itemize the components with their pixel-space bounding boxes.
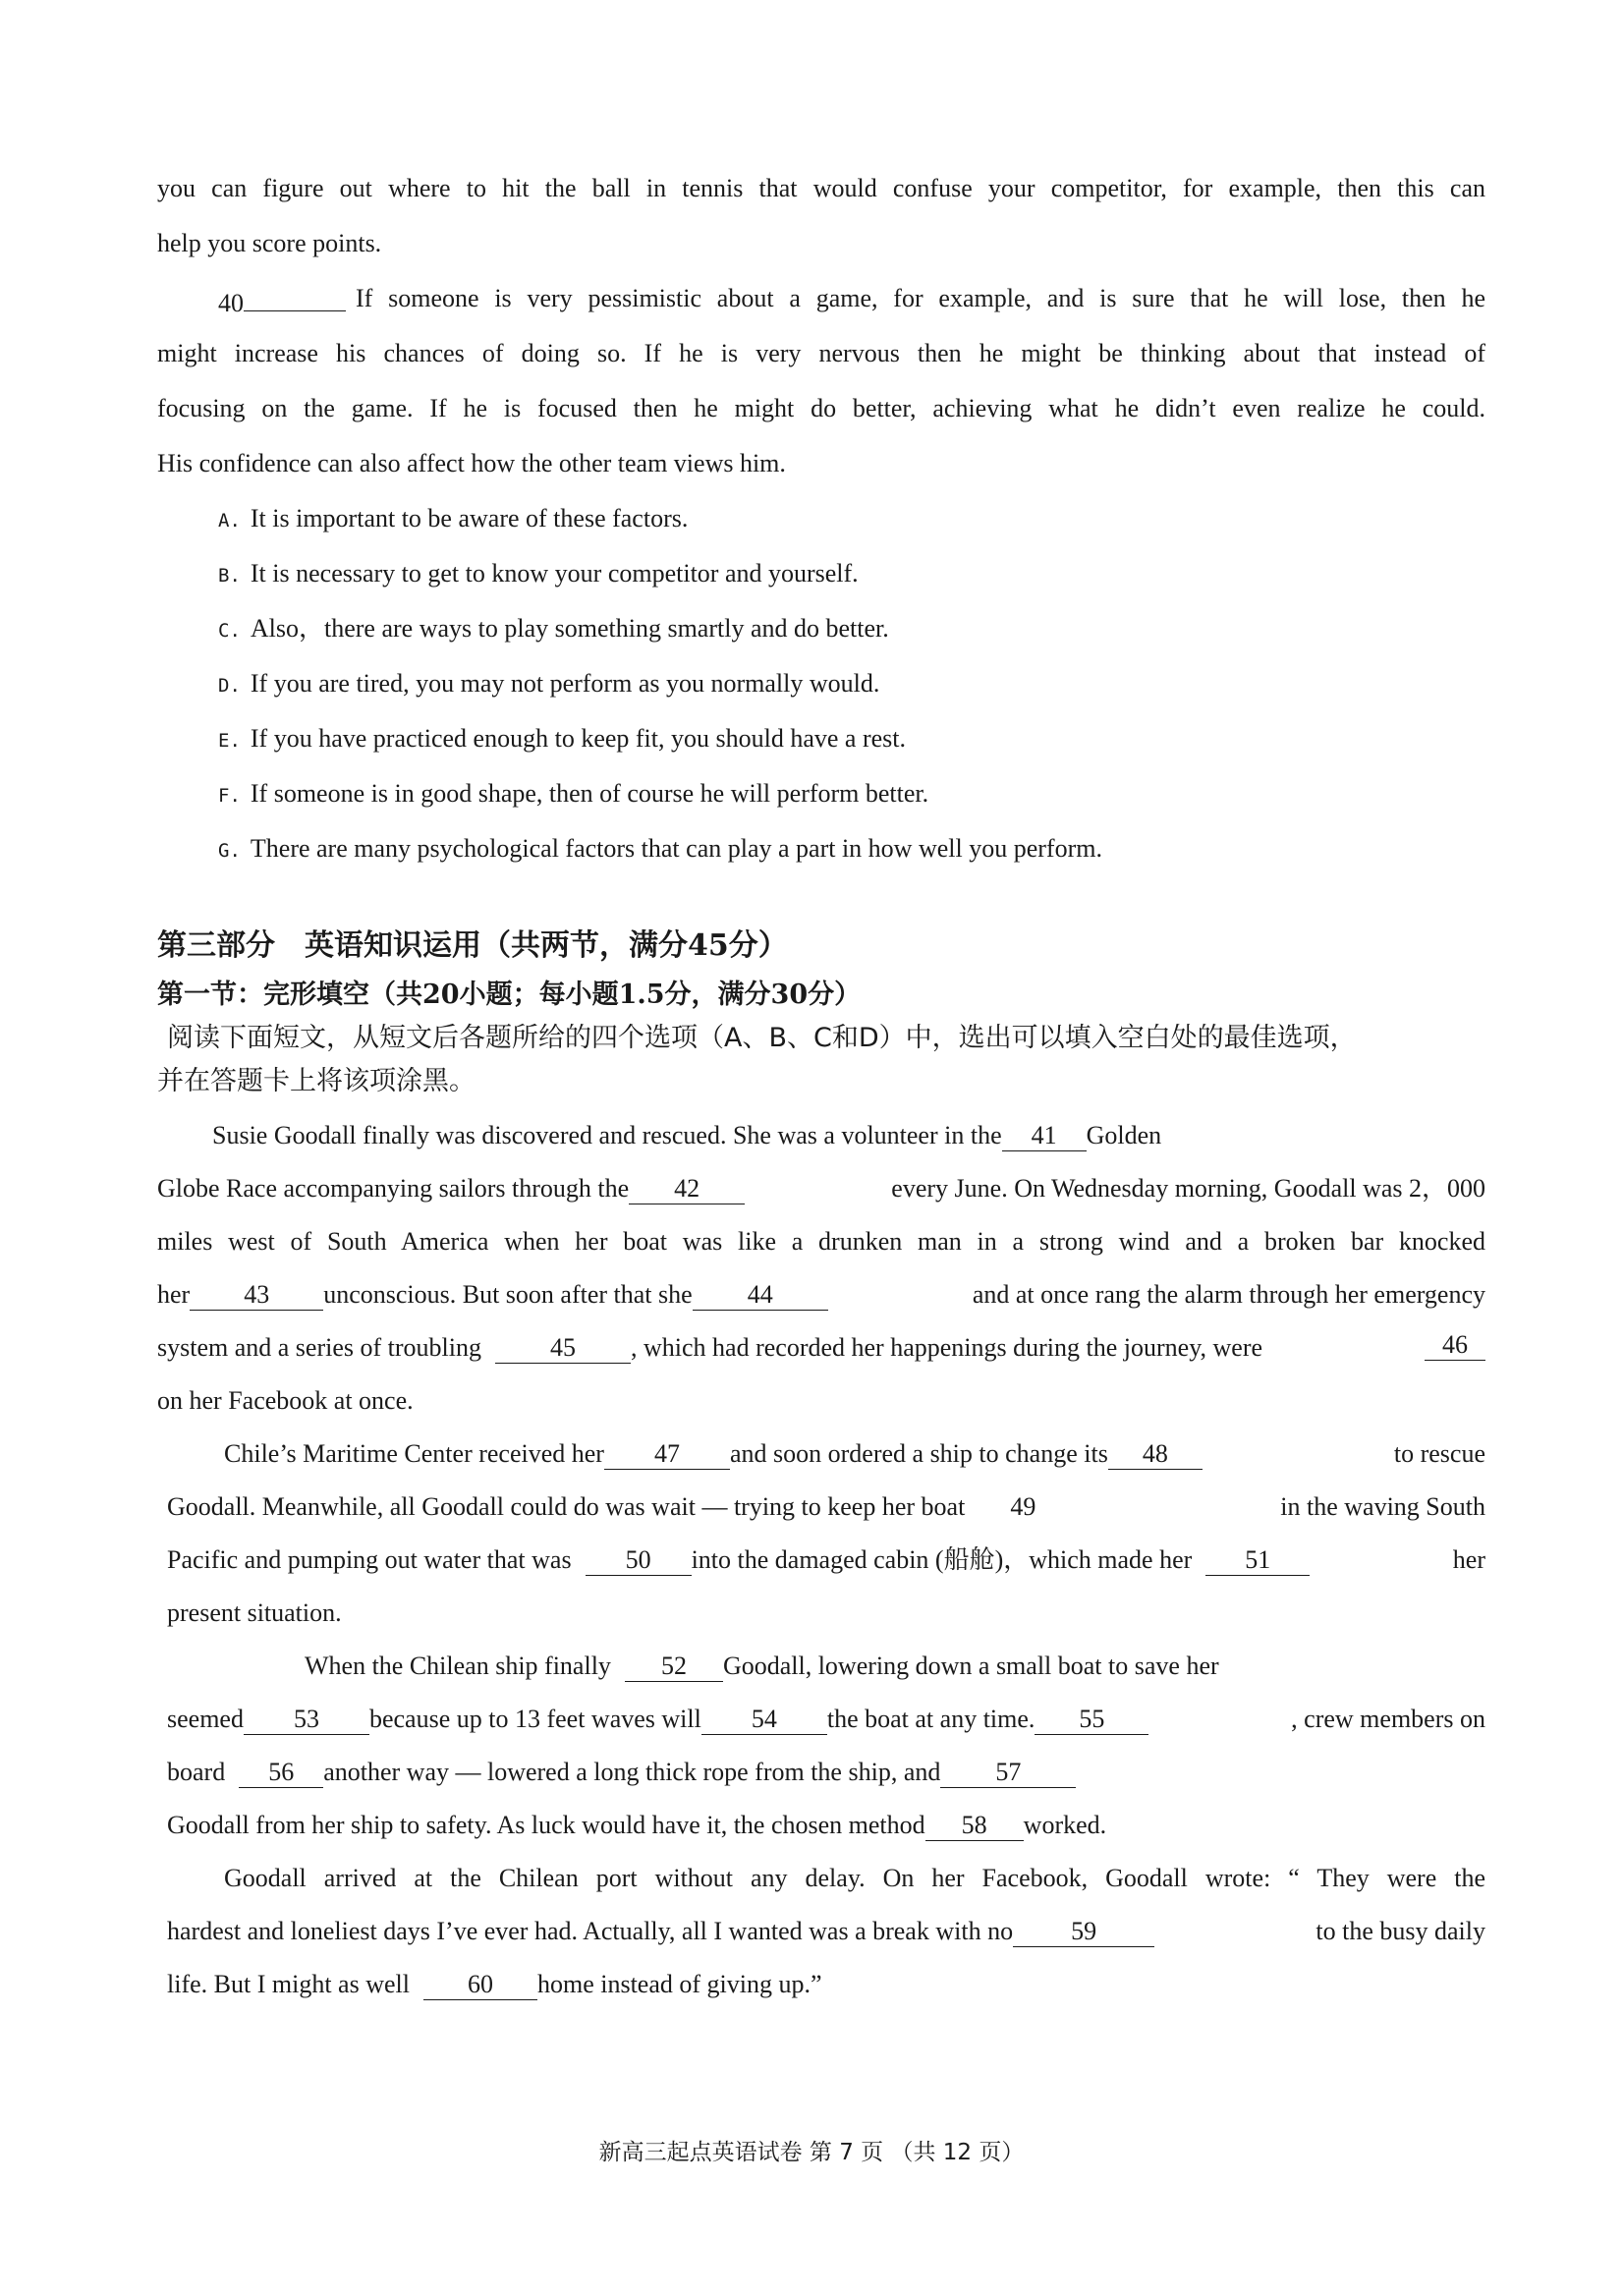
option-letter: F. xyxy=(218,785,241,807)
option-text: If you have practiced enough to keep fit, you should have a rest. xyxy=(250,724,907,753)
blank-56: 56 xyxy=(239,1760,323,1788)
cloze-line xyxy=(167,1544,1485,1576)
cloze-text: to rescue xyxy=(1393,1439,1485,1468)
page-footer: 新高三起点英语试卷 第 7 页 （共 12 页） xyxy=(598,2140,1025,2165)
cloze-text: system and a series of troubling xyxy=(157,1333,481,1362)
option-c xyxy=(218,613,889,646)
option-g xyxy=(218,833,1102,867)
cloze-line xyxy=(305,1651,1219,1682)
cloze-text: Goodall. Meanwhile, all Goodall could do was wait — trying to keep her boat xyxy=(167,1492,966,1521)
cloze-line xyxy=(167,1757,1076,1788)
cloze-text: seemed xyxy=(167,1705,244,1733)
blank-60: 60 xyxy=(423,1972,537,2000)
option-letter: A. xyxy=(218,510,241,532)
cloze-text: When the Chilean ship finally xyxy=(305,1652,611,1680)
option-letter: B. xyxy=(218,565,241,587)
cloze-line xyxy=(167,1704,1485,1735)
blank-49: 49 xyxy=(1010,1492,1036,1521)
cloze-line: on her Facebook at once. xyxy=(157,1386,414,1415)
blank-55: 55 xyxy=(1035,1707,1148,1735)
cloze-line xyxy=(224,1438,1485,1470)
question-number: 40 xyxy=(218,289,244,317)
cloze-text: and at once rang the alarm through her emergency xyxy=(972,1280,1485,1309)
cloze-text: in the waving South xyxy=(1280,1492,1485,1521)
cloze-line: present situation. xyxy=(167,1598,342,1627)
blank-59: 59 xyxy=(1013,1919,1154,1947)
cloze-text: Chile’s Maritime Center received her xyxy=(224,1439,604,1468)
option-text: It is necessary to get to know your competitor and yourself. xyxy=(250,559,859,588)
section-title: 第一节：完形填空（共20小题；每小题1.5分，满分30分） xyxy=(157,980,862,1010)
blank-42: 42 xyxy=(629,1176,745,1204)
blank-52: 52 xyxy=(625,1653,723,1682)
cloze-text: Golden xyxy=(1086,1121,1162,1149)
option-a xyxy=(218,503,688,536)
cloze-text: Susie Goodall finally was discovered and rescued. She was a volunteer in the xyxy=(212,1121,1002,1149)
option-text: It is important to be aware of these factors. xyxy=(250,504,689,532)
blank-54: 54 xyxy=(701,1707,827,1735)
cloze-text: board xyxy=(167,1758,226,1786)
blank-53: 53 xyxy=(244,1707,369,1735)
option-text: If you are tired, you may not perform as you normally would. xyxy=(250,669,880,698)
cloze-line: Goodall arrived at the Chilean port without any delay. On her Facebook, Goodall wrote: “ They were the xyxy=(224,1864,1485,1892)
option-text: Also，there are ways to play something smartly and do better. xyxy=(250,614,889,643)
cloze-line xyxy=(157,1173,1485,1204)
passage-line: you can figure out where to hit the ball in tennis that would confuse your competitor, for example, then this can xyxy=(157,174,1485,202)
blank-58: 58 xyxy=(925,1813,1024,1841)
option-e xyxy=(218,723,906,756)
passage-line: focusing on the game. If he is focused then he might do better, achieving what he didn’t even realize he could. xyxy=(157,394,1485,422)
passage-line: might increase his chances of doing so. If he is very nervous then he might be thinking about that instead of xyxy=(157,339,1485,367)
cloze-text: and soon ordered a ship to change its xyxy=(729,1439,1108,1468)
cloze-text: life. But I might as well xyxy=(167,1970,410,1998)
cloze-text: home instead of giving up.” xyxy=(536,1970,822,1998)
blank-57: 57 xyxy=(940,1760,1076,1788)
cloze-text: every June. On Wednesday morning, Goodall was 2，000 xyxy=(891,1174,1485,1203)
option-letter: G. xyxy=(218,840,241,862)
option-letter: C. xyxy=(218,620,241,642)
cloze-text: to the busy daily xyxy=(1315,1917,1485,1945)
part-title: 第三部分 英语知识运用（共两节，满分45分） xyxy=(157,928,788,963)
passage-line: If someone is very pessimistic about a game, for example, and is sure that he will lose, then he xyxy=(356,284,1485,312)
option-text: If someone is in good shape, then of course he will perform better. xyxy=(250,779,929,808)
cloze-text: Globe Race accompanying sailors through the xyxy=(157,1174,630,1203)
blank-50: 50 xyxy=(586,1547,692,1576)
cloze-text: , crew members on xyxy=(1291,1705,1485,1733)
blank-45: 45 xyxy=(495,1335,631,1364)
cloze-text: Goodall, lowering down a small boat to save her xyxy=(722,1652,1219,1680)
cloze-line xyxy=(157,1279,1485,1311)
question-40 xyxy=(218,283,1485,319)
instruction-line: 并在答题卡上将该项涂黑。 xyxy=(157,1066,476,1096)
option-text: There are many psychological factors that can play a part in how well you perform. xyxy=(250,834,1102,863)
passage-line: His confidence can also affect how the other team views him. xyxy=(157,449,786,477)
cloze-text: her xyxy=(157,1280,191,1309)
instruction-line: 阅读下面短文，从短文后各题所给的四个选项（A、B、C和D）中，选出可以填入空白处的最佳选项， xyxy=(167,1023,1357,1053)
blank-41: 41 xyxy=(1002,1123,1087,1151)
cloze-line xyxy=(167,1810,1106,1841)
cloze-line xyxy=(167,1916,1485,1947)
cloze-line xyxy=(157,1332,1485,1364)
blank-47: 47 xyxy=(604,1441,730,1470)
passage-line: help you score points. xyxy=(157,229,382,257)
cloze-line xyxy=(212,1120,1161,1151)
option-letter: D. xyxy=(218,675,241,697)
cloze-line: miles west of South America when her boat was like a drunken man in a strong wind and a broken bar knocked xyxy=(157,1227,1485,1256)
blank-43: 43 xyxy=(190,1282,323,1311)
cloze-line xyxy=(167,1491,1485,1523)
cloze-text: Goodall from her ship to safety. As luck would have it, the chosen method xyxy=(167,1811,925,1839)
answer-blank xyxy=(244,283,346,311)
blank-44: 44 xyxy=(693,1282,828,1311)
blank-46: 46 xyxy=(1425,1332,1485,1361)
cloze-text: unconscious. But soon after that she xyxy=(323,1280,693,1309)
cloze-text: the boat at any time. xyxy=(826,1705,1035,1733)
cloze-text: into the damaged cabin (船舱)，which made her xyxy=(691,1545,1193,1574)
blank-51: 51 xyxy=(1205,1547,1310,1576)
option-b xyxy=(218,558,859,591)
cloze-text: worked. xyxy=(1023,1811,1107,1839)
cloze-text: her xyxy=(1452,1545,1485,1574)
cloze-text: another way — lowered a long thick rope from the ship, and xyxy=(323,1758,941,1786)
cloze-text: , which had recorded her happenings during the journey, were xyxy=(631,1333,1263,1362)
option-letter: E. xyxy=(218,730,241,752)
blank-48: 48 xyxy=(1108,1441,1203,1470)
cloze-text: because up to 13 feet waves will xyxy=(368,1705,701,1733)
option-f xyxy=(218,778,928,812)
cloze-text: hardest and loneliest days I’ve ever had. Actually, all I wanted was a break with no xyxy=(167,1917,1014,1945)
cloze-text: Pacific and pumping out water that was xyxy=(167,1545,572,1574)
option-d xyxy=(218,668,879,701)
cloze-line xyxy=(167,1969,822,2000)
